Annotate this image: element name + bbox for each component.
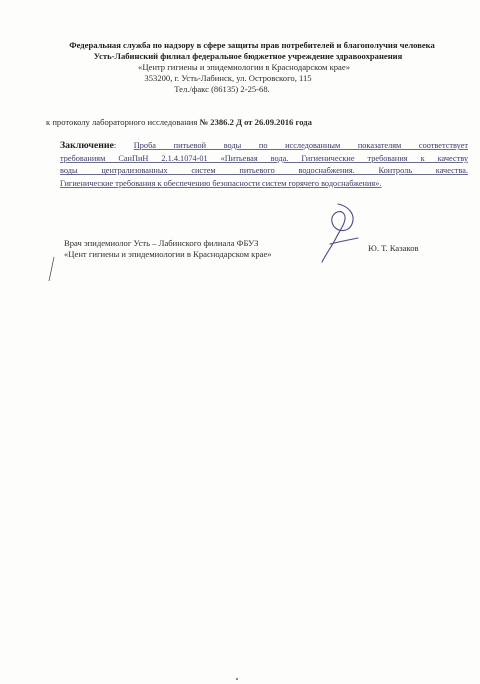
header-agency: Федеральная служба по надзору в сфере защиты прав потребителей и благополучия человека: [69, 40, 435, 50]
handwritten-signature: [308, 200, 368, 270]
header-center-name: «Центр гигиены и эпидемиологии в Краснодарском крае»: [138, 62, 350, 72]
conclusion-text-1: Проба питьевой воды по исследованным показателям соответствует: [133, 141, 468, 150]
organization-header: [0, 40, 480, 95]
header-address: 353200, г. Усть-Лабинск, ул. Островского, 115: [144, 73, 312, 83]
margin-mark: [46, 255, 56, 285]
protocol-prefix: к протоколу лабораторного исследования: [46, 117, 198, 127]
header-phone: Тел./факс (86135) 2-25-68.: [174, 84, 270, 94]
protocol-number: № 2386.2 Д от 26.09.2016 года: [199, 117, 312, 127]
header-branch: Усть-Лабинский филиал федеральное бюджетное учреждение здравоохранения: [93, 51, 403, 61]
conclusion-line-4: Гигиенические требования к обеспечению безопасности систем горячего водоснабжения».: [60, 178, 382, 188]
signatory-position: Врач эпидемиолог Усть – Лабинского филиала ФБУЗ: [64, 238, 259, 248]
scan-speck: [236, 678, 238, 680]
conclusion-line-3: воды централизованных систем питьевого водоснабжения. Контроль качества.: [60, 166, 468, 176]
conclusion-label: Заключение: [60, 140, 114, 151]
conclusion-line-1: Заключение: Проба питьевой воды по исследованным показателям соответствует: [60, 140, 468, 151]
signatory-organization: «Цент гигиены и эпидемиологии в Краснодарском крае»: [64, 249, 272, 259]
conclusion-block: [60, 140, 468, 190]
signatory-name: Ю. Т. Казаков: [368, 243, 419, 253]
conclusion-line-2: требованиям СанПиН 2.1.4.1074-01 «Питьевая вода. Гигиенические требования к качеству: [60, 153, 468, 163]
signatory-block: [64, 238, 272, 260]
protocol-reference: [46, 117, 312, 127]
